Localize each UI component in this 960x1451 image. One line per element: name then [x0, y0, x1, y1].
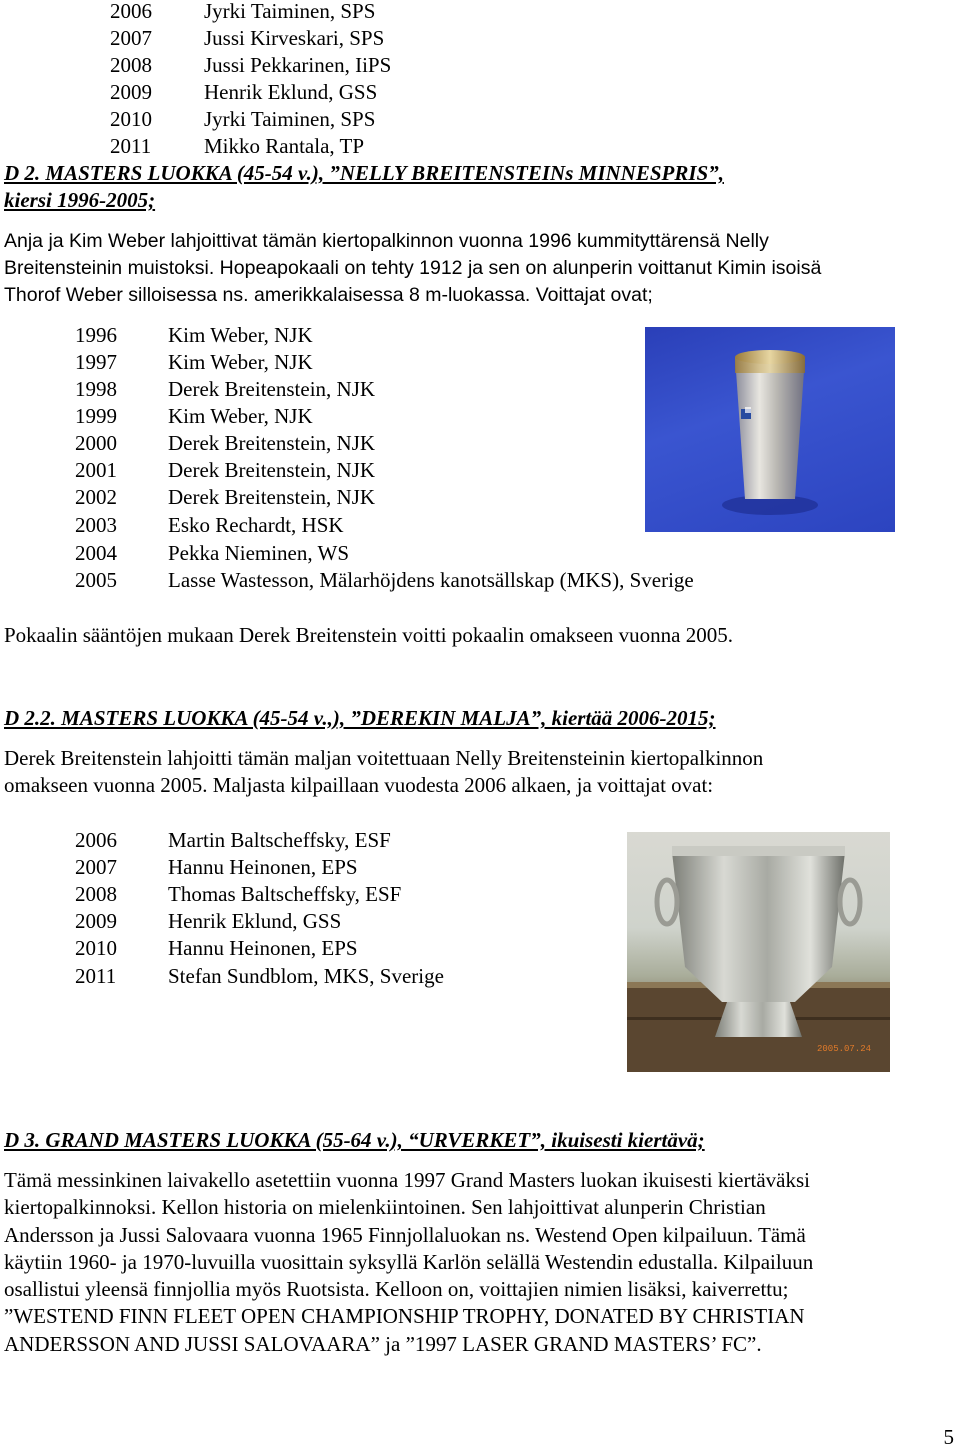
year: 1996 [75, 323, 117, 347]
winner-name: Martin Baltscheffsky, ESF [168, 828, 391, 852]
year: 2008 [110, 53, 152, 77]
paragraph-line: Breitensteinin muistoksi. Hopeapokaali on tehty 1912 ja sen on alunperin voittanut Kimin isoisä [4, 257, 822, 279]
year: 2010 [110, 107, 152, 131]
winner-name: Jussi Pekkarinen, IiPS [204, 53, 392, 77]
paragraph-line: Andersson ja Jussi Salovaara vuonna 1965 Finnjollaluokan ns. Westend Open kilpailuun. Tämä [4, 1223, 806, 1247]
winner-name: Jyrki Taiminen, SPS [204, 107, 376, 131]
page-number: 5 [943, 1425, 954, 1449]
winner-name: Lasse Wastesson, Mälarhöjdens kanotsällskap (MKS), Sverige [168, 568, 694, 592]
paragraph-line: ”WESTEND FINN FLEET OPEN CHAMPIONSHIP TROPHY, DONATED BY CHRISTIAN [4, 1304, 805, 1328]
silver-cup-image [645, 327, 895, 532]
year: 2006 [75, 828, 117, 852]
winner-name: Stefan Sundblom, MKS, Sverige [168, 964, 444, 988]
paragraph-line: käytiin 1960- ja 1970-luvuilla vuosittain syksyllä Karlön selällä Westendin edustalla. Kilpailuun [4, 1250, 814, 1274]
year: 2005 [75, 568, 117, 592]
section-d2-heading: D 2. MASTERS LUOKKA (45-54 v.), ”NELLY BREITENSTEINs MINNESPRIS”, [4, 161, 724, 185]
winner-name: Mikko Rantala, TP [204, 134, 365, 158]
silver-bowl-photo [627, 832, 890, 1072]
winner-name: Hannu Heinonen, EPS [168, 936, 358, 960]
year: 2008 [75, 882, 117, 906]
year: 1998 [75, 377, 117, 401]
year: 1997 [75, 350, 117, 374]
winner-name: Henrik Eklund, GSS [168, 909, 342, 933]
section-d3-heading: D 3. GRAND MASTERS LUOKKA (55-64 v.), “URVERKET”, ikuisesti kiertävä; [4, 1128, 705, 1152]
winner-name: Kim Weber, NJK [168, 350, 313, 374]
winner-name: Derek Breitenstein, NJK [168, 377, 376, 401]
winner-name: Jyrki Taiminen, SPS [204, 0, 376, 23]
paragraph-line: Derek Breitenstein lahjoitti tämän maljan voitettuaan Nelly Breitensteinin kiertopalkinnon [4, 746, 764, 770]
silver-bowl-image [627, 832, 890, 1072]
year: 2003 [75, 513, 117, 537]
paragraph-line: Anja ja Kim Weber lahjoittivat tämän kiertopalkinnon vuonna 1996 kummityttärensä Nelly [4, 230, 769, 252]
year: 2000 [75, 431, 117, 455]
paragraph-line: Tämä messinkinen laivakello asetettiin vuonna 1997 Grand Masters luokan ikuisesti kiertäväksi [4, 1168, 810, 1192]
year: 2007 [110, 26, 152, 50]
winner-name: Kim Weber, NJK [168, 404, 313, 428]
section-d2-heading-cont: kiersi 1996-2005; [4, 188, 156, 212]
paragraph-line: osallistui yleensä finnjollia myös Ruotsista. Kelloon on, voittajien nimien lisäksi, kaiverrettu; [4, 1277, 789, 1301]
year: 2009 [110, 80, 152, 104]
year: 2009 [75, 909, 117, 933]
winner-name: Henrik Eklund, GSS [204, 80, 378, 104]
year: 1999 [75, 404, 117, 428]
section-d22-heading: D 2.2. MASTERS LUOKKA (45-54 v.,), ”DEREKIN MALJA”, kiertää 2006-2015; [4, 706, 716, 730]
year: 2007 [75, 855, 117, 879]
winner-name: Pekka Nieminen, WS [168, 541, 350, 565]
winner-name: Derek Breitenstein, NJK [168, 431, 376, 455]
winner-name: Kim Weber, NJK [168, 323, 313, 347]
paragraph-line: Thorof Weber silloisessa ns. amerikkalaisessa 8 m-luokassa. Voittajat ovat; [4, 284, 653, 306]
winner-name: Derek Breitenstein, NJK [168, 485, 376, 509]
winner-name: Esko Rechardt, HSK [168, 513, 344, 537]
year: 2004 [75, 541, 117, 565]
trophy-note: Pokaalin sääntöjen mukaan Derek Breitenstein voitti pokaalin omakseen vuonna 2005. [4, 623, 733, 647]
winner-name: Thomas Baltscheffsky, ESF [168, 882, 402, 906]
paragraph-line: omakseen vuonna 2005. Maljasta kilpaillaan vuodesta 2006 alkaen, ja voittajat ovat: [4, 773, 714, 797]
photo-date-stamp: 2005.07.24 [817, 1044, 872, 1054]
year: 2002 [75, 485, 117, 509]
winner-name: Derek Breitenstein, NJK [168, 458, 376, 482]
paragraph-line: ANDERSSON AND JUSSI SALOVAARA” ja ”1997 LASER GRAND MASTERS’ FC”. [4, 1332, 762, 1356]
winner-name: Hannu Heinonen, EPS [168, 855, 358, 879]
silver-cup-photo [645, 327, 895, 532]
year: 2011 [75, 964, 117, 988]
year: 2001 [75, 458, 117, 482]
year: 2011 [110, 134, 152, 158]
winner-name: Jussi Kirveskari, SPS [204, 26, 385, 50]
year: 2006 [110, 0, 152, 23]
year: 2010 [75, 936, 117, 960]
paragraph-line: kiertopalkinnoksi. Kellon historia on mielenkiintoinen. Sen lahjoittivat alunperin Christian [4, 1195, 766, 1219]
